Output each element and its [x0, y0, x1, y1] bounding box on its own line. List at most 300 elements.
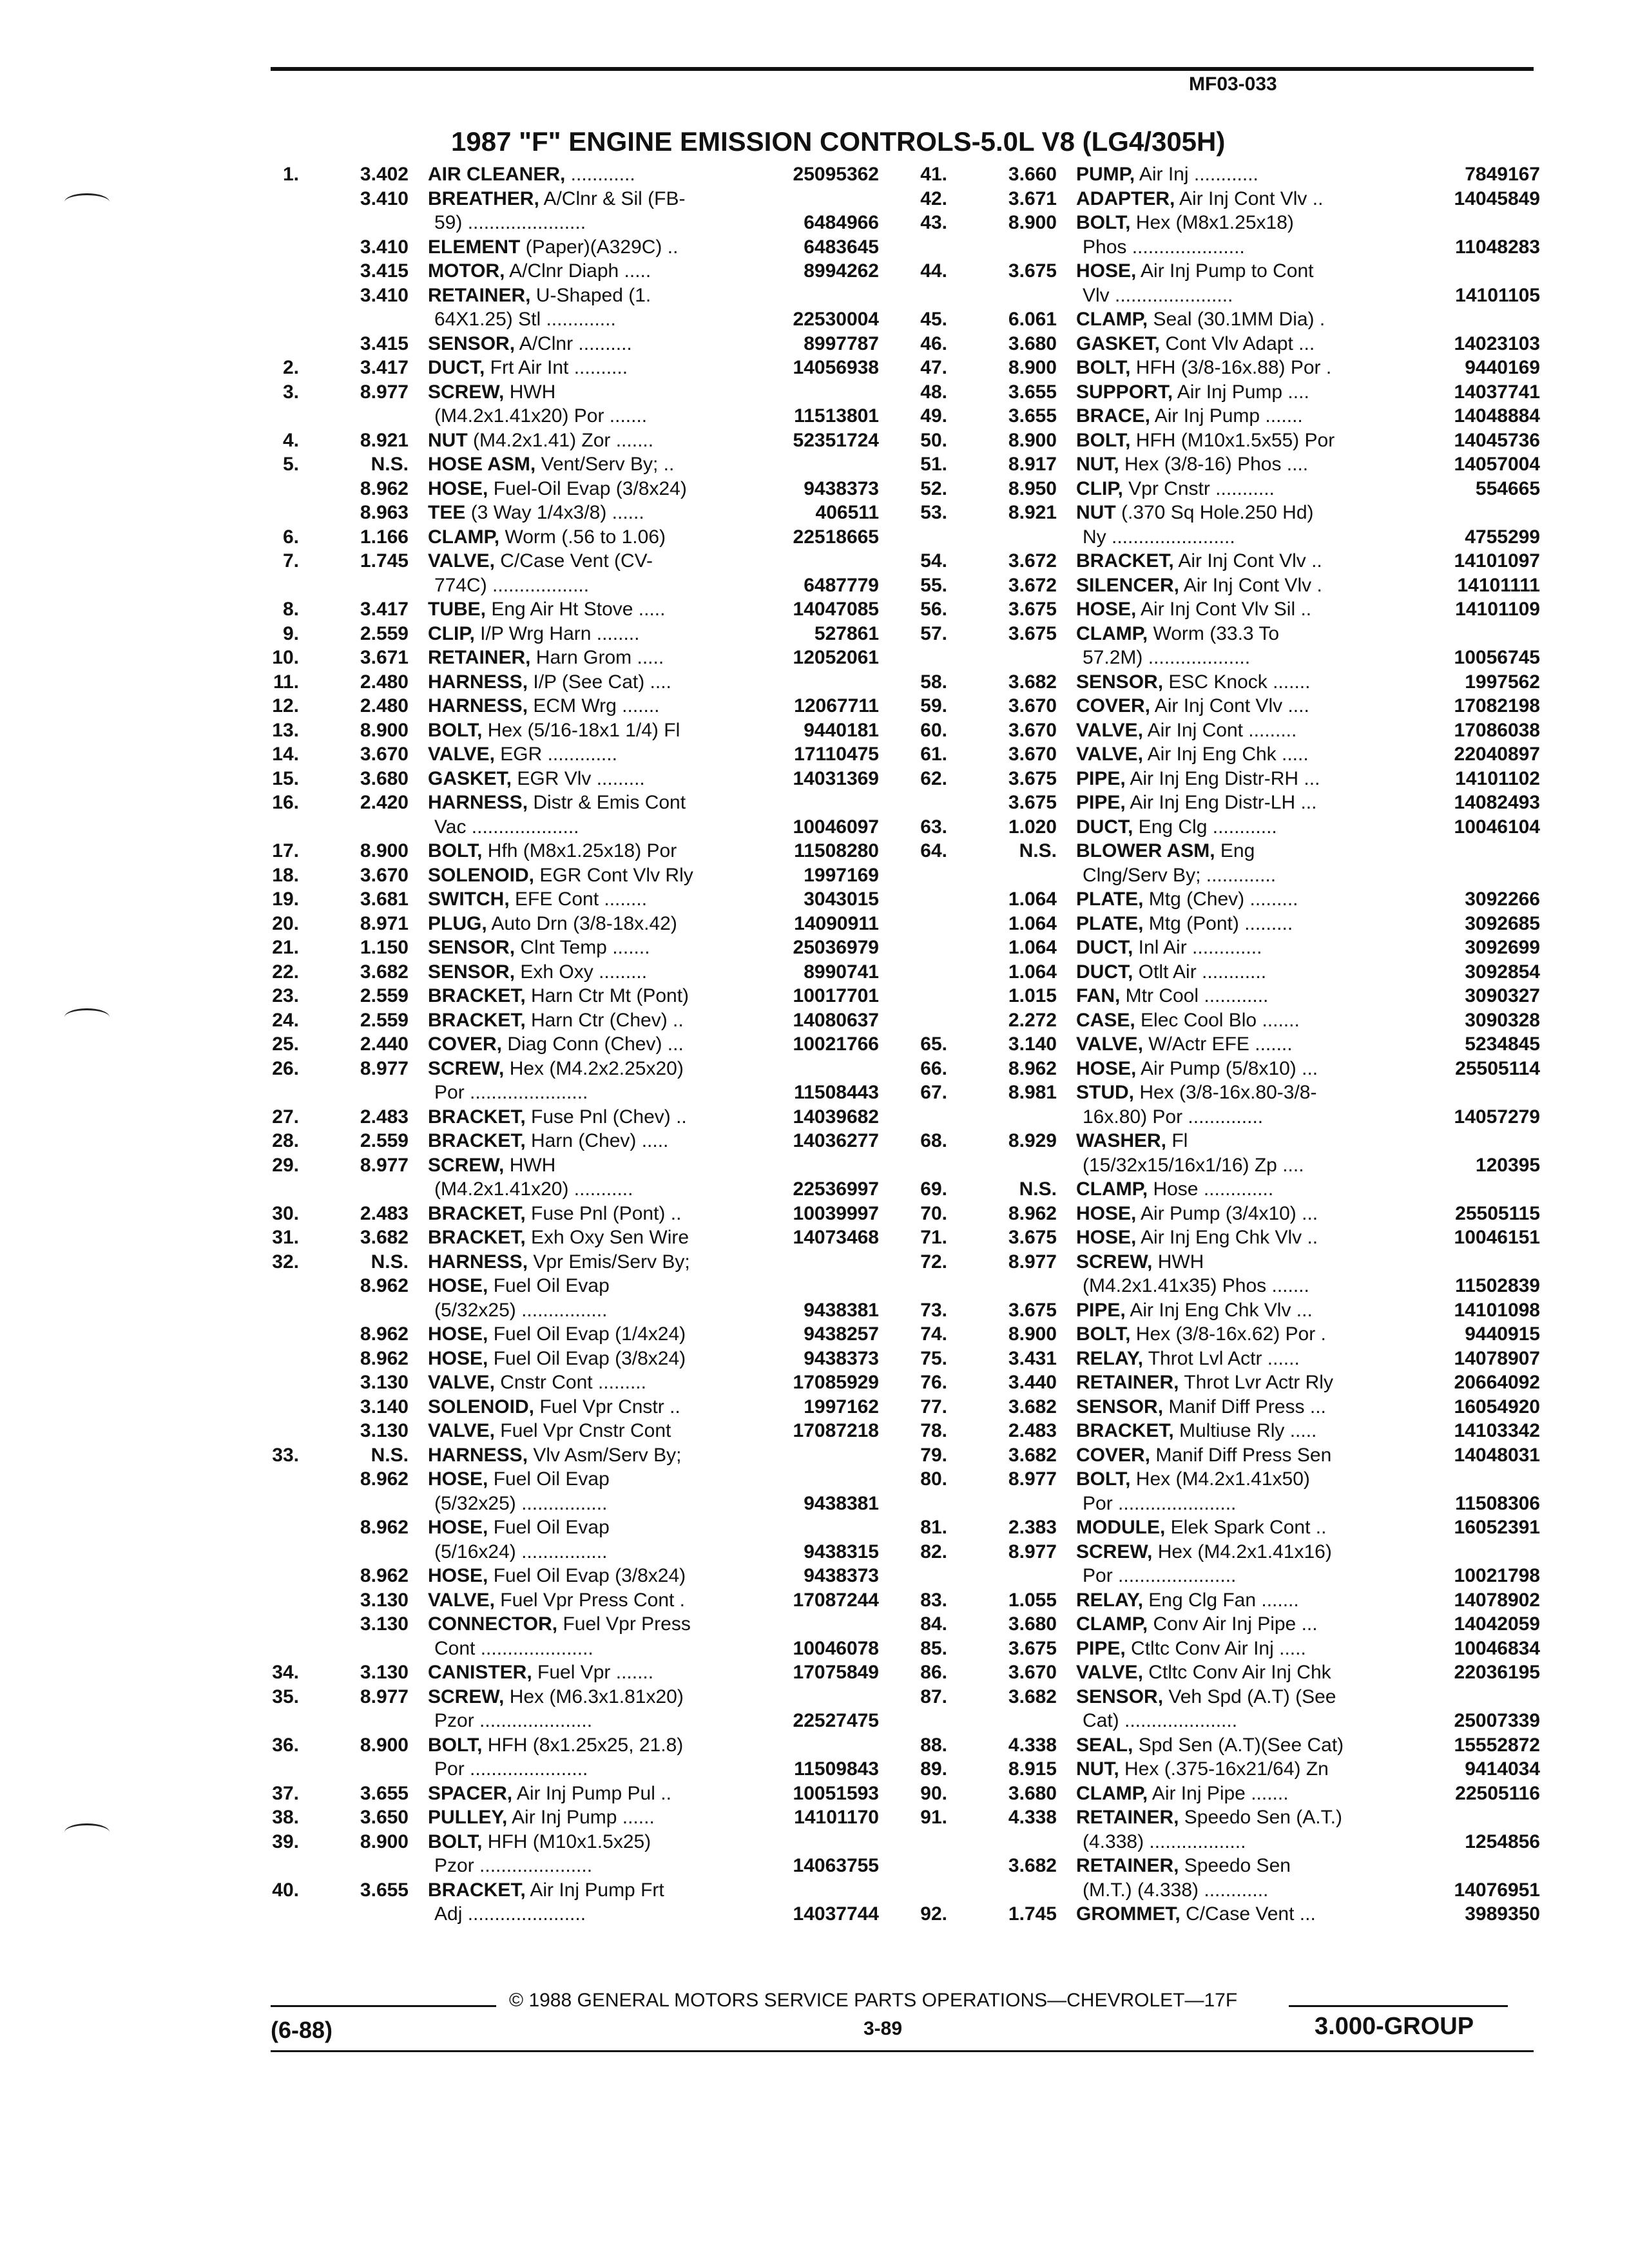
part-detail: HFH (8x1.25x25, 21.8)	[482, 1734, 684, 1756]
parts-line	[260, 1370, 879, 1395]
part-description	[1076, 1370, 1333, 1395]
parts-entry	[260, 1733, 879, 1782]
part-detail: Pzor .....................	[434, 1855, 593, 1876]
part-description	[1083, 1830, 1246, 1854]
parts-line	[909, 1081, 1540, 1105]
part-detail: EGR Cont Vlv Rly	[534, 864, 693, 886]
part-description	[428, 477, 687, 501]
part-detail: Air Inj Pump to Cont	[1136, 260, 1314, 282]
part-name: BRACKET,	[428, 1227, 526, 1248]
parts-line	[909, 1419, 1540, 1443]
part-number: 11508443	[794, 1082, 879, 1103]
item-number: 42.	[920, 187, 947, 209]
item-number: 16.	[272, 792, 299, 813]
part-name: DUCT,	[1076, 937, 1133, 958]
part-description	[434, 211, 586, 235]
group-number: 1.064	[1008, 889, 1057, 910]
part-number: 527861	[814, 622, 879, 644]
item-number: 83.	[920, 1589, 947, 1611]
part-description	[428, 162, 635, 187]
part-description	[1076, 1782, 1289, 1806]
part-name: SWITCH,	[428, 889, 510, 910]
parts-line	[909, 1225, 1540, 1250]
part-description	[1076, 1902, 1316, 1927]
parts-entry	[909, 742, 1540, 767]
part-number: 14101170	[794, 1807, 879, 1828]
parts-entry	[909, 815, 1540, 840]
part-description	[428, 1733, 683, 1758]
parts-line	[260, 1878, 879, 1903]
part-detail: Fl	[1166, 1130, 1188, 1151]
parts-line	[260, 211, 879, 235]
group-number: 2.559	[360, 985, 409, 1006]
parts-entry	[260, 1347, 879, 1371]
item-number: 22.	[272, 961, 299, 983]
part-detail: Ctltc Conv Air Inj .....	[1125, 1637, 1306, 1659]
part-description	[428, 863, 693, 888]
part-description	[428, 1878, 664, 1903]
part-number: 9440181	[804, 719, 879, 741]
item-number: 23.	[272, 985, 299, 1006]
page-title: 1987 "F" ENGINE EMISSION CONTROLS-5.0L V8 (LG4/305H)	[451, 126, 1226, 157]
part-description	[434, 404, 647, 428]
group-number: 1.150	[360, 937, 409, 958]
part-name: HARNESS,	[428, 792, 528, 813]
parts-line	[260, 525, 879, 550]
parts-entry	[909, 1057, 1540, 1081]
parts-entry	[260, 1805, 879, 1830]
group-number: 8.962	[360, 1468, 409, 1490]
part-number: 10039997	[793, 1202, 879, 1224]
part-description	[428, 1225, 689, 1250]
part-name: HARNESS,	[428, 1444, 528, 1466]
part-name: VALVE,	[428, 744, 495, 765]
parts-entry	[909, 332, 1540, 356]
parts-entry	[909, 1008, 1540, 1033]
parts-entry	[260, 1395, 879, 1419]
parts-entry	[909, 573, 1540, 598]
part-description	[1083, 646, 1250, 670]
footer-group: 3.000-GROUP	[1315, 2013, 1474, 2040]
group-number: 3.670	[1008, 1662, 1057, 1683]
group-number: 2.559	[360, 622, 409, 644]
parts-line	[909, 597, 1540, 622]
item-number: 75.	[920, 1347, 947, 1369]
group-number: 3.415	[360, 260, 409, 282]
parts-line	[260, 1032, 879, 1057]
group-number: 3.655	[360, 1879, 409, 1901]
parts-line	[909, 694, 1540, 718]
part-description	[1083, 1274, 1309, 1298]
part-name: HOSE,	[1076, 1202, 1137, 1224]
group-number: 8.900	[360, 1734, 409, 1756]
parts-line	[909, 284, 1540, 308]
parts-line	[909, 1709, 1540, 1733]
item-number: 66.	[920, 1057, 947, 1079]
item-number: 49.	[920, 405, 947, 427]
part-description	[1076, 815, 1277, 840]
parts-entry	[260, 1660, 879, 1685]
parts-line	[909, 1177, 1540, 1202]
parts-line	[909, 1032, 1540, 1057]
parts-entry	[260, 1202, 879, 1226]
part-detail: (15/32x15/16x1/16) Zp ....	[1083, 1154, 1304, 1176]
part-detail: Air Inj Eng Distr-LH ...	[1125, 792, 1317, 813]
part-name: NUT	[1076, 502, 1116, 523]
item-number: 79.	[920, 1444, 947, 1466]
group-number: 6.061	[1008, 309, 1057, 330]
parts-entry	[260, 1370, 879, 1395]
part-name: VALVE,	[1076, 744, 1143, 765]
parts-line	[260, 1709, 879, 1733]
part-number: 14031369	[793, 767, 879, 789]
part-description	[1083, 284, 1233, 308]
part-description	[1076, 1685, 1336, 1709]
part-description	[1076, 259, 1314, 284]
part-name: CLAMP,	[1076, 1178, 1148, 1200]
part-number: 22530004	[793, 309, 879, 330]
part-detail: Harn Ctr (Chev) ..	[525, 1009, 684, 1031]
part-name: GASKET,	[1076, 332, 1161, 354]
parts-line	[909, 452, 1540, 477]
item-number: 82.	[920, 1541, 947, 1562]
group-number: 3.417	[360, 599, 409, 620]
group-number: 3.675	[1008, 1637, 1057, 1659]
part-description	[1076, 1347, 1300, 1371]
parts-line	[909, 404, 1540, 428]
group-number: 3.130	[360, 1589, 409, 1611]
part-detail: C/Case Vent (CV-	[494, 550, 653, 572]
part-detail: ............	[565, 164, 635, 185]
part-description	[1083, 1105, 1263, 1129]
part-description	[1076, 1588, 1299, 1613]
item-number: 34.	[272, 1662, 299, 1683]
parts-entry	[909, 549, 1540, 573]
part-detail: HFH (M10x1.5x25)	[482, 1831, 651, 1852]
part-detail: Cont .....................	[434, 1637, 593, 1659]
part-number: 3092699	[1465, 937, 1540, 958]
parts-entry	[260, 1782, 879, 1806]
part-detail: Hex (M6.3x1.81x20)	[504, 1686, 684, 1707]
parts-line	[260, 912, 879, 936]
part-description	[1076, 912, 1293, 936]
group-number: 3.682	[360, 1227, 409, 1248]
group-number: 3.655	[1008, 381, 1057, 403]
parts-entry	[909, 1805, 1540, 1854]
parts-line	[909, 1153, 1540, 1178]
part-name: NUT	[428, 429, 468, 451]
part-name: VALVE,	[1076, 1662, 1143, 1683]
part-number: 16054920	[1454, 1396, 1540, 1418]
item-number: 71.	[920, 1227, 947, 1248]
parts-entry	[909, 428, 1540, 453]
part-number: 406511	[815, 502, 879, 523]
parts-line	[909, 912, 1540, 936]
part-name: BRACKET,	[428, 1202, 526, 1224]
part-name: SENSOR,	[428, 961, 516, 983]
parts-line	[260, 1225, 879, 1250]
part-number: 9438373	[804, 477, 879, 499]
part-description	[1076, 936, 1262, 960]
parts-line	[909, 1008, 1540, 1033]
part-name: SILENCER,	[1076, 574, 1180, 596]
part-description	[428, 984, 689, 1008]
parts-line	[260, 1419, 879, 1443]
part-description	[428, 1588, 685, 1613]
part-detail: Hex (3/8-16) Phos ....	[1119, 454, 1309, 475]
item-number: 35.	[272, 1686, 299, 1707]
parts-line	[260, 815, 879, 840]
group-number: 3.140	[1008, 1033, 1057, 1055]
group-number: 3.675	[1008, 599, 1057, 620]
parts-line	[909, 622, 1540, 646]
part-name: NUT,	[1076, 454, 1119, 475]
part-description	[1083, 1153, 1304, 1178]
part-number: 12067711	[794, 695, 879, 716]
part-description	[1076, 767, 1320, 791]
group-number: 2.559	[360, 1009, 409, 1031]
part-description	[428, 839, 677, 863]
parts-entry	[260, 960, 879, 985]
part-description	[1076, 1202, 1318, 1226]
part-number: 20664092	[1454, 1372, 1540, 1393]
part-name: PULLEY,	[428, 1807, 508, 1828]
part-number: 15552872	[1454, 1734, 1540, 1756]
parts-line	[260, 1395, 879, 1419]
part-description	[1076, 1660, 1331, 1685]
part-name: SCREW,	[1076, 1541, 1153, 1562]
parts-entry	[909, 356, 1540, 380]
part-name: CLAMP,	[1076, 1613, 1148, 1635]
parts-entry	[260, 477, 879, 501]
part-description	[1076, 670, 1310, 695]
parts-entry	[260, 259, 879, 284]
parts-entry	[909, 622, 1540, 670]
group-number: 3.670	[1008, 695, 1057, 716]
parts-entry	[260, 839, 879, 863]
group-number: 2.559	[360, 1130, 409, 1151]
part-number: 14045736	[1454, 429, 1540, 451]
item-number: 10.	[272, 647, 299, 668]
group-number: 8.950	[1008, 477, 1057, 499]
part-number: 14056938	[793, 357, 879, 378]
part-number: 3043015	[804, 889, 879, 910]
part-detail: Hex (M4.2x1.41x50)	[1130, 1468, 1310, 1490]
parts-entry	[260, 284, 879, 332]
parts-line	[260, 1057, 879, 1081]
parts-line	[909, 1395, 1540, 1419]
parts-line	[909, 1347, 1540, 1371]
part-number: 17085929	[793, 1372, 879, 1393]
parts-entry	[909, 1395, 1540, 1419]
binder-hole-mark	[64, 193, 110, 211]
part-number: 11508306	[1455, 1492, 1540, 1514]
part-detail: Vpr Cnstr ...........	[1123, 477, 1275, 499]
part-detail: 59) ......................	[434, 212, 586, 233]
parts-line	[909, 1467, 1540, 1492]
part-name: SCREW,	[428, 381, 505, 403]
part-number: 14037744	[793, 1903, 879, 1925]
part-number: 6484966	[804, 212, 879, 233]
parts-entry	[909, 767, 1540, 791]
parts-entry	[909, 960, 1540, 985]
parts-line	[260, 1830, 879, 1854]
parts-entry	[909, 501, 1540, 549]
part-name: PLATE,	[1076, 912, 1144, 934]
parts-entry	[909, 984, 1540, 1008]
part-description	[428, 1057, 684, 1081]
group-number: 3.675	[1008, 792, 1057, 813]
part-number: 14073468	[793, 1227, 879, 1248]
group-number: 3.670	[1008, 719, 1057, 741]
parts-entry	[260, 380, 879, 428]
part-description	[428, 597, 665, 622]
part-detail: HWH	[504, 1154, 556, 1176]
part-number: 10051593	[793, 1782, 879, 1804]
part-detail: Hfh (M8x1.25x18) Por	[482, 840, 677, 861]
part-number: 1254856	[1465, 1831, 1540, 1852]
part-description	[428, 670, 671, 695]
parts-line	[260, 1660, 879, 1685]
part-detail: Eng Air Ht Stove .....	[486, 599, 666, 620]
part-description	[428, 646, 664, 670]
part-description	[1076, 356, 1331, 380]
parts-entry	[260, 718, 879, 743]
part-description	[434, 1902, 586, 1927]
parts-line	[260, 307, 879, 332]
part-description	[1076, 984, 1268, 1008]
part-number: 17082198	[1454, 695, 1540, 716]
item-number: 57.	[920, 622, 947, 644]
parts-entry	[909, 477, 1540, 501]
part-name: VALVE,	[428, 1372, 495, 1393]
group-number: 3.415	[360, 332, 409, 354]
part-description	[1076, 694, 1309, 718]
group-number: 3.402	[360, 164, 409, 185]
part-number: 9414034	[1465, 1758, 1540, 1780]
part-name: SCREW,	[428, 1686, 505, 1707]
part-description	[428, 718, 680, 743]
parts-entry	[909, 1177, 1540, 1202]
part-description	[1076, 477, 1275, 501]
parts-entry	[909, 404, 1540, 428]
part-description	[428, 912, 677, 936]
part-detail: Mtg (Chev) .........	[1143, 889, 1298, 910]
part-description	[428, 380, 555, 405]
part-number: 9438373	[804, 1565, 879, 1586]
part-name: WASHER,	[1076, 1130, 1167, 1151]
parts-line	[909, 211, 1540, 235]
part-description	[434, 1637, 593, 1661]
parts-line	[909, 1105, 1540, 1129]
group-number: 3.682	[1008, 1396, 1057, 1418]
group-number: 8.977	[360, 381, 409, 403]
part-description	[1083, 1709, 1237, 1733]
group-number: 3.650	[360, 1807, 409, 1828]
part-description	[1076, 332, 1315, 356]
item-number: 9.	[282, 622, 299, 644]
part-detail: Frt Air Int ..........	[485, 357, 628, 378]
parts-line	[909, 356, 1540, 380]
part-name: CANISTER,	[428, 1662, 532, 1683]
parts-line	[909, 1685, 1540, 1709]
part-number: 17087218	[793, 1420, 879, 1441]
parts-entry	[260, 694, 879, 718]
group-number: 3.130	[360, 1420, 409, 1441]
item-number: 76.	[920, 1372, 947, 1393]
part-name: SEAL,	[1076, 1734, 1133, 1756]
part-description	[1076, 1805, 1342, 1830]
parts-line	[260, 1008, 879, 1033]
group-number: N.S.	[371, 1251, 409, 1273]
part-detail: Worm (.56 to 1.06)	[499, 526, 666, 548]
parts-line	[260, 380, 879, 405]
part-detail: Hex (M4.2x2.25x20)	[504, 1057, 684, 1079]
part-number: 120395	[1475, 1154, 1540, 1176]
parts-entry	[260, 1008, 879, 1033]
group-number: 1.745	[360, 550, 409, 572]
parts-line	[260, 1854, 879, 1878]
part-detail: (5/16x24) ................	[434, 1541, 608, 1562]
group-number: 3.670	[360, 864, 409, 886]
part-detail: Air Inj Cont Vlv .	[1179, 574, 1322, 596]
part-number: 1997169	[804, 864, 879, 886]
part-detail: Hose .............	[1148, 1178, 1274, 1200]
part-detail: Elek Spark Cont ..	[1165, 1517, 1327, 1538]
parts-entry	[260, 235, 879, 260]
part-description	[434, 1540, 607, 1564]
parts-entry	[260, 525, 879, 550]
item-number: 27.	[272, 1106, 299, 1128]
part-detail: Fuel Vpr Press Cont .	[494, 1589, 686, 1611]
parts-line	[260, 1298, 879, 1323]
group-number: 3.675	[1008, 767, 1057, 789]
part-number: 25095362	[793, 164, 879, 185]
item-number: 40.	[272, 1879, 299, 1901]
parts-entry	[260, 670, 879, 695]
item-number: 58.	[920, 671, 947, 693]
part-detail: Worm (33.3 To	[1148, 622, 1280, 644]
bottom-rule	[271, 2050, 1534, 2052]
item-number: 84.	[920, 1613, 947, 1635]
parts-line	[909, 1612, 1540, 1637]
part-detail: Hex (M8x1.25x18)	[1130, 212, 1294, 233]
parts-line	[260, 1805, 879, 1830]
parts-line	[260, 1588, 879, 1613]
group-number: 4.338	[1008, 1734, 1057, 1756]
group-number: 3.130	[360, 1372, 409, 1393]
part-description	[1076, 1057, 1318, 1081]
part-name: BOLT,	[428, 719, 483, 741]
parts-entry	[260, 1564, 879, 1588]
part-description	[428, 1419, 671, 1443]
part-name: DUCT,	[428, 357, 485, 378]
parts-line	[260, 791, 879, 815]
part-description	[428, 1660, 653, 1685]
part-number: 25505115	[1455, 1202, 1540, 1224]
group-number: 8.917	[1008, 454, 1057, 475]
parts-entry	[260, 1443, 879, 1468]
item-number: 69.	[920, 1178, 947, 1200]
part-name: SCREW,	[428, 1154, 505, 1176]
parts-line	[260, 404, 879, 428]
parts-line	[260, 936, 879, 960]
item-number: 19.	[272, 889, 299, 910]
item-number: 13.	[272, 719, 299, 741]
part-description	[428, 235, 678, 260]
parts-line	[260, 1322, 879, 1347]
part-detail: Air Pump (3/4x10) ...	[1136, 1202, 1318, 1224]
